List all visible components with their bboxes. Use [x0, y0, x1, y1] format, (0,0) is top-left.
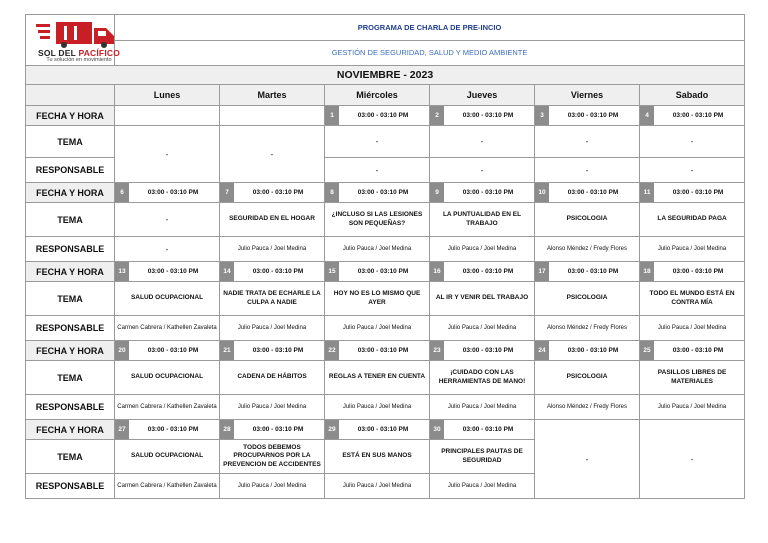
date-number: 21 — [220, 341, 234, 360]
date-number: 9 — [430, 183, 444, 202]
corner-cell — [26, 85, 115, 106]
date-cell — [535, 183, 640, 203]
responsable-row — [26, 316, 745, 341]
date-number: 30 — [430, 420, 444, 439]
date-number: 4 — [640, 106, 654, 125]
time-range: 03:00 - 03:10 PM — [357, 347, 409, 354]
date-number: 6 — [115, 183, 129, 202]
responsable-cell: Alonso Méndez / Fredy Flores — [535, 395, 640, 420]
tema-cell: PRINCIPALES PAUTAS DE SEGURIDAD — [430, 440, 535, 474]
empty-day-cell: - — [640, 420, 745, 499]
empty-date-cell — [115, 106, 220, 126]
fecha-label: FECHA Y HORA — [26, 106, 115, 126]
date-cell — [220, 420, 325, 440]
empty-date-cell — [220, 106, 325, 126]
date-cell — [115, 183, 220, 203]
date-cell — [640, 106, 745, 126]
date-cell — [430, 262, 535, 282]
date-cell — [640, 262, 745, 282]
time-range: 03:00 - 03:10 PM — [462, 189, 514, 196]
time-range: 03:00 - 03:10 PM — [147, 189, 199, 196]
time-range: 03:00 - 03:10 PM — [672, 189, 724, 196]
empty-day-cell: - — [535, 420, 640, 499]
time-range: 03:00 - 03:10 PM — [147, 347, 199, 354]
date-cell — [640, 183, 745, 203]
tema-cell: - — [640, 126, 745, 158]
date-number: 13 — [115, 262, 129, 281]
responsable-cell: Alonso Méndez / Fredy Flores — [535, 237, 640, 262]
responsable-row — [26, 395, 745, 420]
date-cell — [535, 106, 640, 126]
day-header: Viernes — [535, 85, 640, 106]
fecha-row — [26, 106, 745, 126]
responsable-cell: Julio Pauca / Joel Medina — [220, 237, 325, 262]
tema-cell: PSICOLOGIA — [535, 203, 640, 237]
tema-cell: ¡CUIDADO CON LAS HERRAMIENTAS DE MANO! — [430, 361, 535, 395]
date-number: 29 — [325, 420, 339, 439]
tema-label: TEMA — [26, 203, 115, 237]
responsable-cell: Julio Pauca / Joel Medina — [220, 395, 325, 420]
tema-row — [26, 282, 745, 316]
responsable-cell: Julio Pauca / Joel Medina — [430, 474, 535, 499]
date-number: 16 — [430, 262, 444, 281]
time-range: 03:00 - 03:10 PM — [357, 426, 409, 433]
fecha-row — [26, 341, 745, 361]
day-header: Lunes — [115, 85, 220, 106]
time-range: 03:00 - 03:10 PM — [147, 426, 199, 433]
fecha-row — [26, 183, 745, 203]
date-number: 18 — [640, 262, 654, 281]
tema-cell: SEGURIDAD EN EL HOGAR — [220, 203, 325, 237]
date-cell — [115, 262, 220, 282]
date-number: 8 — [325, 183, 339, 202]
tema-cell: ESTÁ EN SUS MANOS — [325, 440, 430, 474]
responsable-cell: Carmen Cabrera / Kathellen Zavaleta — [115, 316, 220, 341]
tema-label: TEMA — [26, 282, 115, 316]
tema-row — [26, 361, 745, 395]
tema-cell: SALUD OCUPACIONAL — [115, 361, 220, 395]
fecha-row — [26, 262, 745, 282]
responsable-cell: Julio Pauca / Joel Medina — [640, 395, 745, 420]
date-number: 14 — [220, 262, 234, 281]
responsable-label: RESPONSABLE — [26, 395, 115, 420]
tema-cell: NADIE TRATA DE ECHARLE LA CULPA A NADIE — [220, 282, 325, 316]
date-cell — [325, 183, 430, 203]
program-subtitle: GESTIÓN DE SEGURIDAD, SALUD Y MEDIO AMBIENTE — [115, 40, 745, 66]
date-number: 28 — [220, 420, 234, 439]
time-range: 03:00 - 03:10 PM — [252, 268, 304, 275]
responsable-cell: Alonso Méndez / Fredy Flores — [535, 316, 640, 341]
date-cell — [430, 183, 535, 203]
tema-cell: TODOS DEBEMOS PROCUPARNOS POR LA PREVENCION DE ACCIDENTES — [220, 440, 325, 474]
time-range: 03:00 - 03:10 PM — [252, 189, 304, 196]
responsable-cell: Julio Pauca / Joel Medina — [325, 395, 430, 420]
time-range: 03:00 - 03:10 PM — [567, 189, 619, 196]
time-range: 03:00 - 03:10 PM — [462, 347, 514, 354]
responsable-row — [26, 237, 745, 262]
date-cell — [325, 420, 430, 440]
fecha-label: FECHA Y HORA — [26, 183, 115, 203]
time-range: 03:00 - 03:10 PM — [672, 268, 724, 275]
responsable-cell: Julio Pauca / Joel Medina — [430, 395, 535, 420]
tema-cell: REGLAS A TENER EN CUENTA — [325, 361, 430, 395]
responsable-cell: Julio Pauca / Joel Medina — [640, 316, 745, 341]
fecha-label: FECHA Y HORA — [26, 420, 115, 440]
tema-label: TEMA — [26, 126, 115, 158]
time-range: 03:00 - 03:10 PM — [357, 112, 409, 119]
responsable-cell: Julio Pauca / Joel Medina — [430, 237, 535, 262]
fecha-label: FECHA Y HORA — [26, 262, 115, 282]
tema-cell: LA SEGURIDAD PAGA — [640, 203, 745, 237]
date-number: 22 — [325, 341, 339, 360]
time-range: 03:00 - 03:10 PM — [462, 112, 514, 119]
time-range: 03:00 - 03:10 PM — [252, 347, 304, 354]
date-number: 24 — [535, 341, 549, 360]
tema-cell: TODO EL MUNDO ESTÁ EN CONTRA MÍA — [640, 282, 745, 316]
time-range: 03:00 - 03:10 PM — [567, 112, 619, 119]
time-range: 03:00 - 03:10 PM — [147, 268, 199, 275]
responsable-label: RESPONSABLE — [26, 237, 115, 262]
tema-cell: PSICOLOGIA — [535, 361, 640, 395]
tema-cell: SALUD OCUPACIONAL — [115, 440, 220, 474]
date-number: 7 — [220, 183, 234, 202]
responsable-cell: Carmen Cabrera / Kathellen Zavaleta — [115, 474, 220, 499]
logo — [26, 15, 121, 66]
time-range: 03:00 - 03:10 PM — [462, 268, 514, 275]
day-header: Martes — [220, 85, 325, 106]
tema-label: TEMA — [26, 361, 115, 395]
day-header: Jueves — [430, 85, 535, 106]
time-range: 03:00 - 03:10 PM — [462, 426, 514, 433]
responsable-cell: Julio Pauca / Joel Medina — [430, 316, 535, 341]
date-cell — [115, 420, 220, 440]
responsable-cell: Julio Pauca / Joel Medina — [325, 474, 430, 499]
date-cell — [220, 183, 325, 203]
tema-cell: ¿INCLUSO SI LAS LESIONES SON PEQUEÑAS? — [325, 203, 430, 237]
date-cell — [535, 341, 640, 361]
responsable-cell: Julio Pauca / Joel Medina — [220, 474, 325, 499]
date-cell — [325, 341, 430, 361]
responsable-cell: Julio Pauca / Joel Medina — [640, 237, 745, 262]
responsable-cell: - — [430, 158, 535, 183]
tema-cell: - — [430, 126, 535, 158]
time-range: 03:00 - 03:10 PM — [357, 268, 409, 275]
date-cell — [115, 341, 220, 361]
time-range: 03:00 - 03:10 PM — [357, 189, 409, 196]
responsable-cell: - — [325, 158, 430, 183]
date-number: 3 — [535, 106, 549, 125]
tema-label: TEMA — [26, 440, 115, 474]
tema-cell: CADENA DE HÁBITOS — [220, 361, 325, 395]
date-cell — [430, 420, 535, 440]
date-number: 27 — [115, 420, 129, 439]
tema-cell: - — [115, 203, 220, 237]
brand-name: SOL DEL PACÍFICO — [37, 48, 121, 58]
fecha-row — [26, 420, 745, 440]
empty-day-cell: - — [220, 126, 325, 183]
tema-cell: PASILLOS LIBRES DE MATERIALES — [640, 361, 745, 395]
tema-row — [26, 203, 745, 237]
time-range: 03:00 - 03:10 PM — [672, 347, 724, 354]
time-range: 03:00 - 03:10 PM — [252, 426, 304, 433]
date-number: 23 — [430, 341, 444, 360]
empty-day-cell: - — [115, 126, 220, 183]
tema-row — [26, 126, 745, 158]
date-cell — [220, 341, 325, 361]
fecha-label: FECHA Y HORA — [26, 341, 115, 361]
truck-logo-icon — [34, 18, 124, 48]
date-cell — [640, 341, 745, 361]
date-number: 25 — [640, 341, 654, 360]
time-range: 03:00 - 03:10 PM — [567, 347, 619, 354]
time-range: 03:00 - 03:10 PM — [567, 268, 619, 275]
day-header-row — [26, 85, 745, 106]
tema-cell: PSICOLOGIA — [535, 282, 640, 316]
tema-cell: - — [535, 126, 640, 158]
date-number: 20 — [115, 341, 129, 360]
day-header: Miércoles — [325, 85, 430, 106]
date-cell — [535, 262, 640, 282]
brand-slogan: Tu solución en movimiento — [46, 57, 112, 63]
schedule-sheet — [25, 14, 745, 499]
date-number: 10 — [535, 183, 549, 202]
day-header: Sabado — [640, 85, 745, 106]
program-title: PROGRAMA DE CHARLA DE PRE-INCIO — [115, 15, 745, 41]
responsable-label: RESPONSABLE — [26, 316, 115, 341]
responsable-cell: - — [535, 158, 640, 183]
responsable-cell: Julio Pauca / Joel Medina — [325, 316, 430, 341]
date-number: 2 — [430, 106, 444, 125]
date-number: 15 — [325, 262, 339, 281]
date-cell — [430, 106, 535, 126]
date-number: 11 — [640, 183, 654, 202]
responsable-cell: Julio Pauca / Joel Medina — [325, 237, 430, 262]
tema-cell: SALUD OCUPACIONAL — [115, 282, 220, 316]
responsable-cell: - — [115, 237, 220, 262]
tema-cell: AL IR Y VENIR DEL TRABAJO — [430, 282, 535, 316]
tema-cell: HOY NO ES LO MISMO QUE AYER — [325, 282, 430, 316]
tema-cell: - — [325, 126, 430, 158]
responsable-label: RESPONSABLE — [26, 474, 115, 499]
time-range: 03:00 - 03:10 PM — [672, 112, 724, 119]
date-cell — [430, 341, 535, 361]
tema-cell: LA PUNTUALIDAD EN EL TRABAJO — [430, 203, 535, 237]
responsable-label: RESPONSABLE — [26, 158, 115, 183]
responsable-cell: Carmen Cabrera / Kathellen Zavaleta — [115, 395, 220, 420]
responsable-cell: Julio Pauca / Joel Medina — [220, 316, 325, 341]
date-number: 1 — [325, 106, 339, 125]
responsable-cell: - — [640, 158, 745, 183]
date-cell — [325, 262, 430, 282]
date-cell — [220, 262, 325, 282]
date-number: 17 — [535, 262, 549, 281]
date-cell — [325, 106, 430, 126]
month-title: NOVIEMBRE - 2023 — [26, 66, 745, 85]
